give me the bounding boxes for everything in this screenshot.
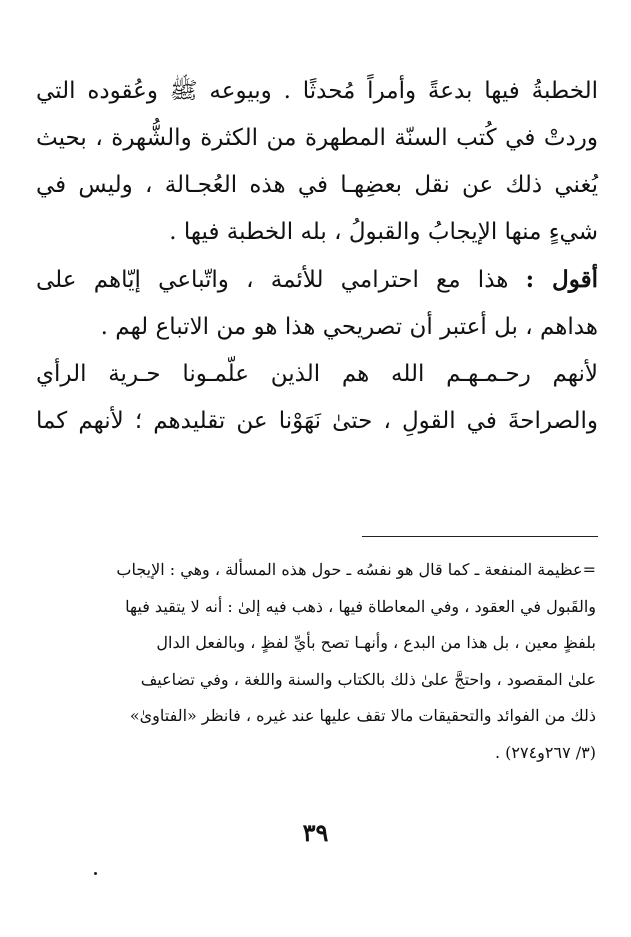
footnote (40, 552, 596, 771)
text-line-rest: هذا مع احترامي للأئمة ، واتّباعي إيّاهم على (36, 267, 526, 293)
paragraph-lead-word: أقول : (525, 266, 598, 293)
text-line: يُغني ذلك عن نقل بعضِهـا في هذه العُجـالة ، وليس في (36, 172, 598, 198)
text-line: الخطبةُ فيها بدعةً وأمراً مُحدثًا . وبيوعه ﷺ وعُقوده التي (36, 78, 598, 104)
paragraph-3 (36, 351, 598, 445)
footnote-line: ذلك من الفوائد والتحقيقات مالا تقف عليها عند غيره ، فانظر «الفتاوىٰ» (129, 706, 596, 725)
footnote-line: (٣/ ٢٦٧و٢٧٤) . (494, 742, 596, 762)
text-line: هداهم ، بل أعتبر أن تصريحي هذا هو من الاتباع لهم . (100, 314, 598, 340)
paragraph-2 (36, 256, 598, 351)
text-line: شيءٍ منها الإيجابُ والقبولُ ، بله الخطبة فيها . (169, 219, 598, 245)
footnote-line: بلفظٍ معين ، بل هذا من البدع ، وأنهـا تصح بأيِّ لفظٍ ، وبالفعل الدال (156, 633, 596, 652)
footnote-separator (362, 536, 598, 537)
speck-mark (94, 872, 97, 875)
paragraph-1 (36, 68, 598, 256)
text-line: لأنهم رحـمـهـم الله هم الذين علّمـونا حـرية الرأي (36, 361, 598, 387)
text-line: والصراحةَ في القولِ ، حتىٰ نَهَوْنا عن تقليدهم ؛ لأنهم كما (36, 408, 598, 434)
footnote-line: والقَبول في العقود ، وفي المعاطاة فيها ، ذهب فيه إلىٰ : أنه لا يتقيد فيها (125, 596, 596, 616)
text-line: وردتْ في كُتب السنّة المطهرة من الكثرة والشُّهرة ، بحيث (36, 125, 598, 151)
page-number: ٣٩ (302, 818, 329, 847)
footnote-line: علىٰ المقصود ، واحتجَّ علىٰ ذلك بالكتاب والسنة واللغة ، وفي تضاعيف (140, 669, 596, 689)
footnote-line: =عظيمة المنفعة ـ كما قال هو نفسُه ـ حول هذه المسألة ، وهي : الإيجاب (116, 560, 596, 579)
main-text (36, 68, 598, 445)
text-line (36, 256, 598, 304)
